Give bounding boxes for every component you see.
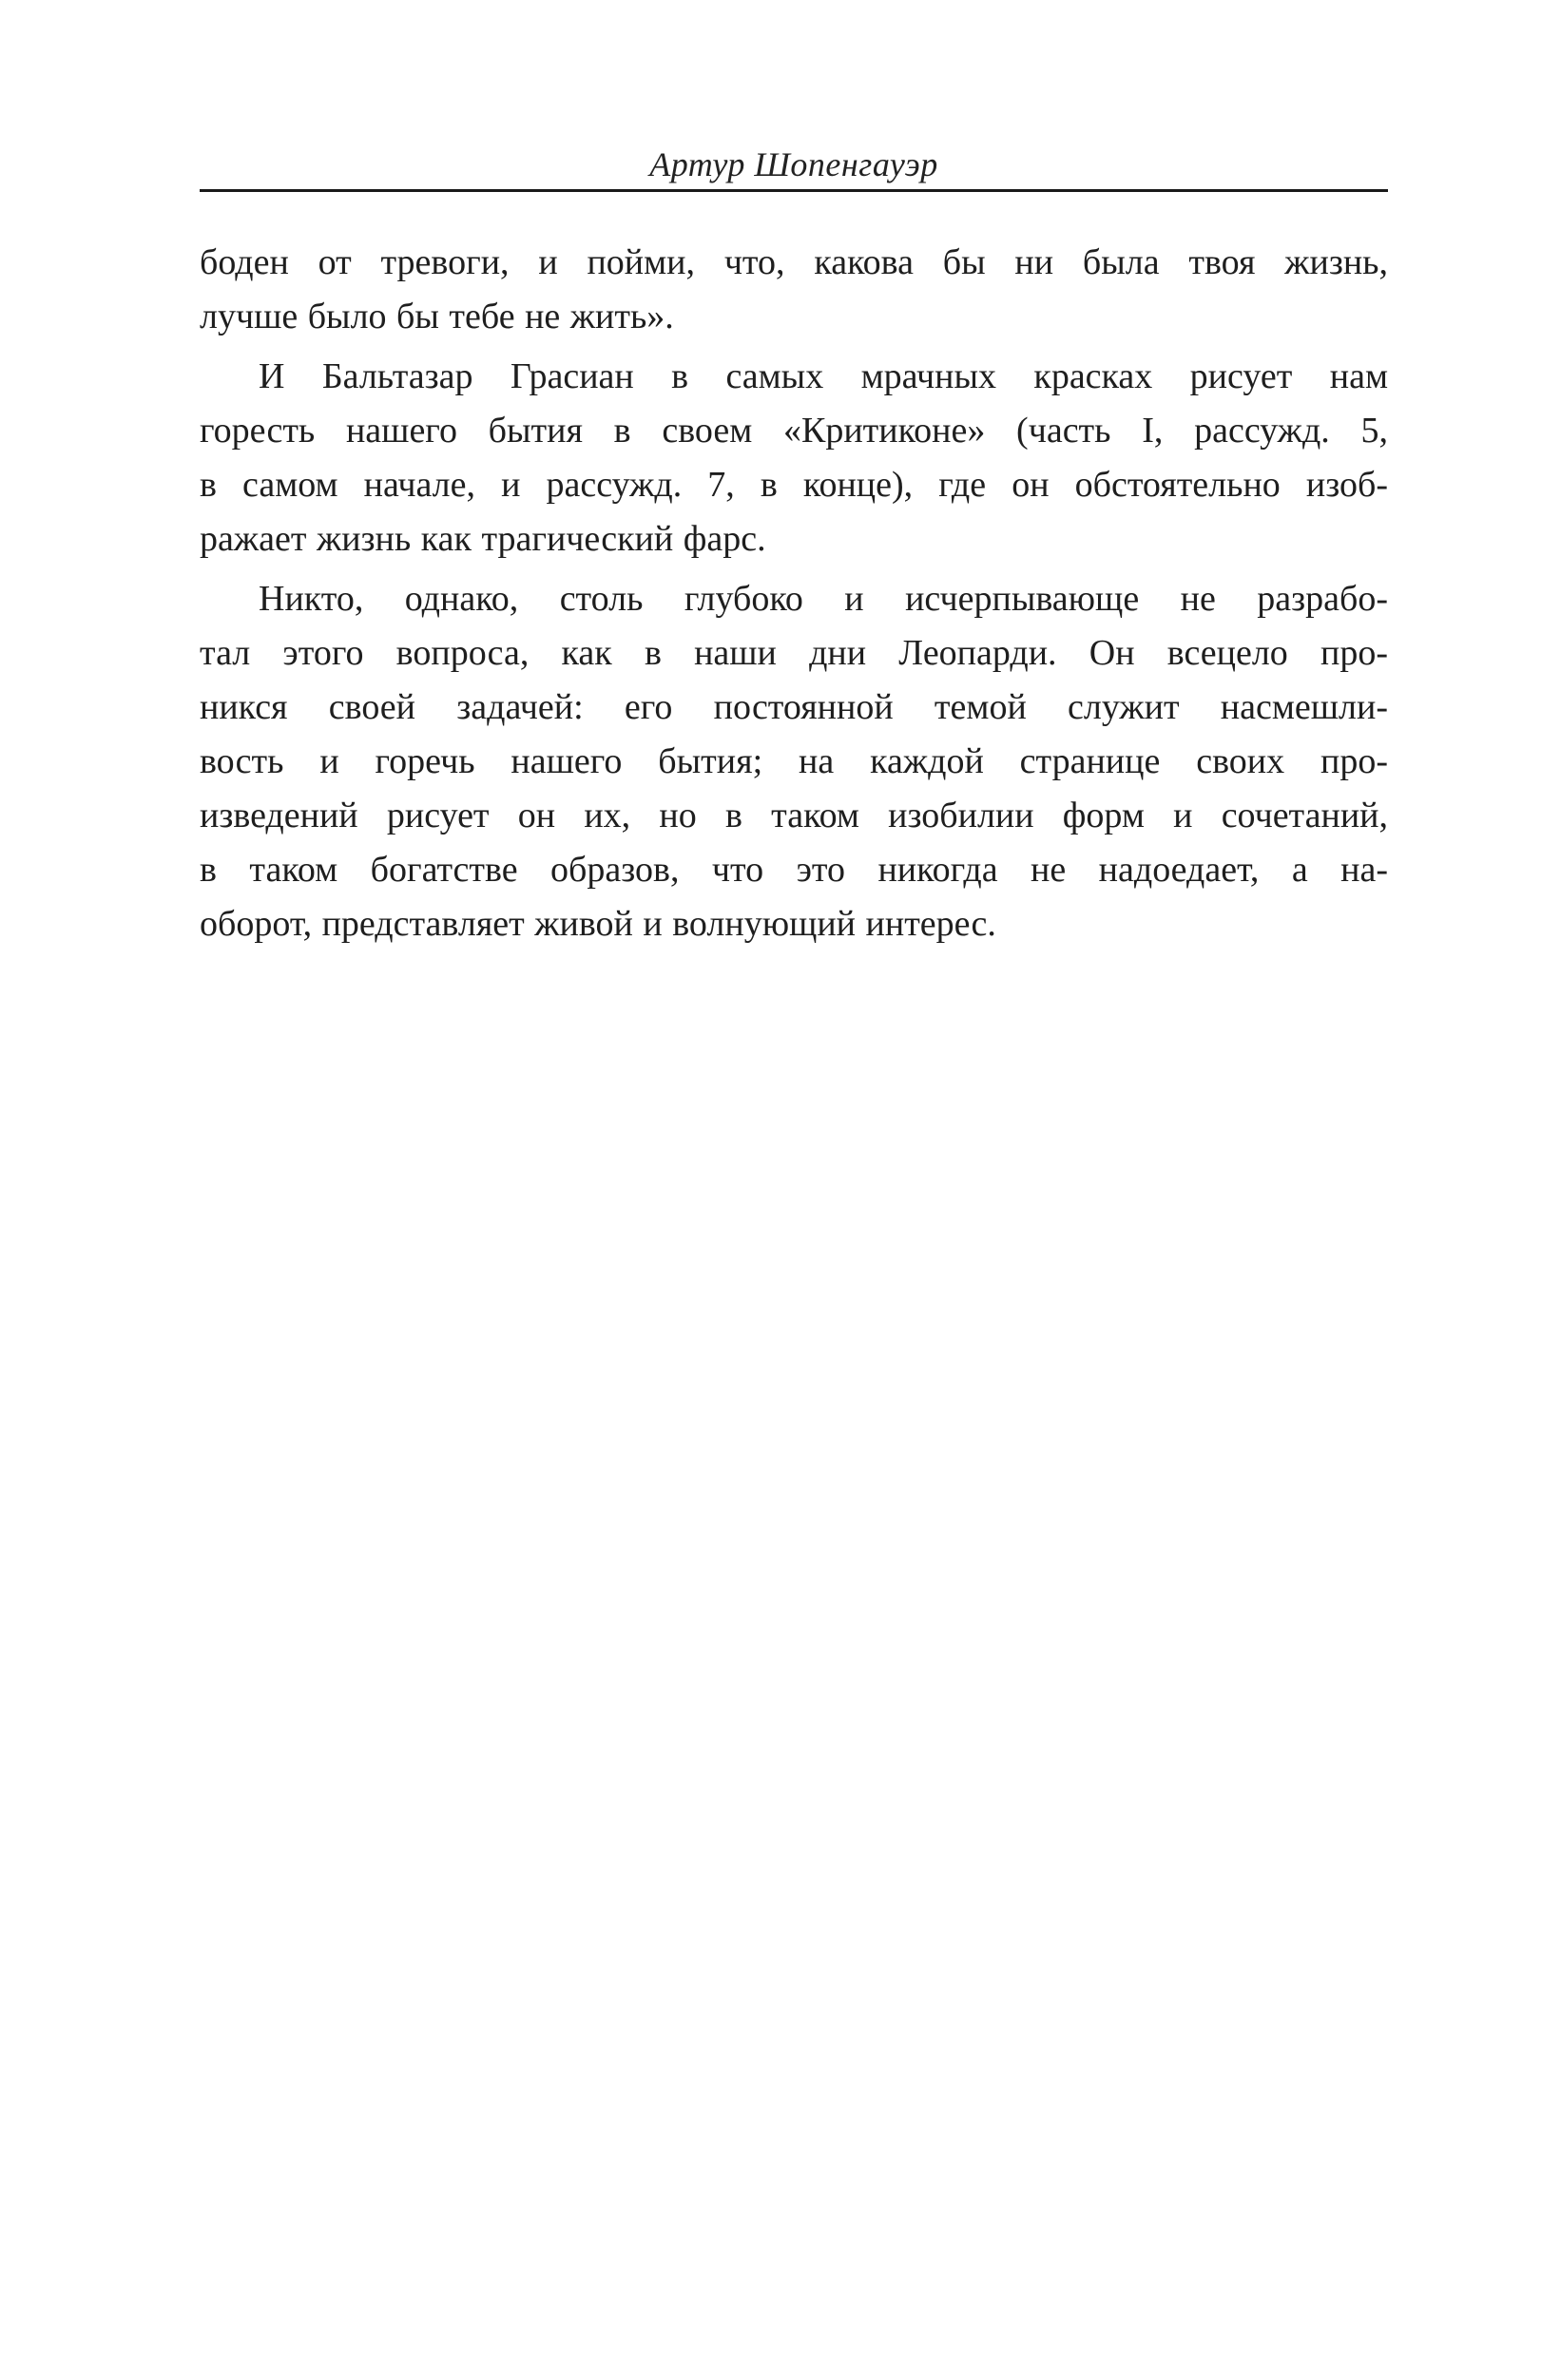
text-line: боден от тревоги, и пойми, что, какова бы ни была твоя жизнь,: [200, 242, 1388, 282]
text-line: вость и горечь нашего бытия; на каждой странице своих про-: [200, 741, 1388, 781]
paragraph-1: [200, 236, 1388, 344]
text-line: оборот, представляет живой и волнующий интерес.: [200, 904, 996, 944]
text-line: в самом начале, и рассужд. 7, в конце), где он обстоятельно изоб-: [200, 465, 1388, 505]
text-line: изведений рисует он их, но в таком изобилии форм и сочетаний,: [200, 796, 1388, 835]
text-line: ражает жизнь как трагический фарс.: [200, 519, 766, 559]
text-line: И Бальтазар Грасиан в самых мрачных красках рисует нам: [259, 356, 1388, 396]
text-line: Никто, однако, столь глубоко и исчерпывающе не разрабо-: [259, 579, 1388, 619]
text-line: тал этого вопроса, как в наши дни Леопарди. Он всецело про-: [200, 633, 1388, 673]
header-rule: [200, 189, 1388, 192]
text-line: лучше было бы тебе не жить».: [200, 297, 674, 336]
text-line: горесть нашего бытия в своем «Критиконе» (часть I, рассужд. 5,: [200, 411, 1388, 451]
paragraph-2: [200, 350, 1388, 566]
running-header: Артур Шопенгауэр: [649, 145, 938, 183]
paragraph-3: [200, 572, 1388, 951]
text-line: в таком богатстве образов, что это никогда не надоедает, а на-: [200, 850, 1388, 890]
text-line: никся своей задачей: его постоянной темой служит насмешли-: [200, 687, 1388, 727]
body-text: [200, 236, 1388, 951]
